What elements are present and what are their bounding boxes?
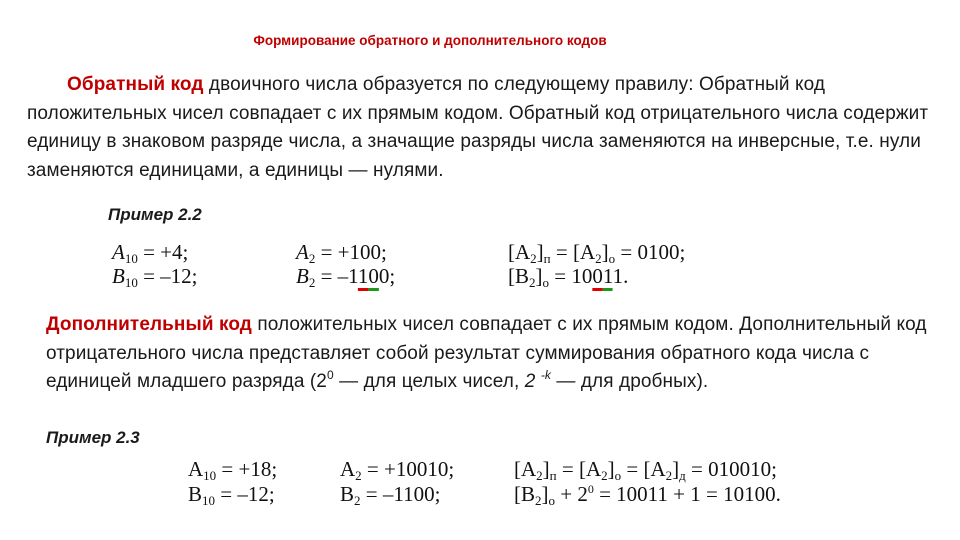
digit-green-underline: 0	[368, 264, 379, 288]
formula-a10-ex2: $A_{10} = +18$;	[188, 457, 278, 483]
digit-red-underline: 1	[357, 264, 369, 288]
complement-code-paragraph: Дополнительный код положительных чисел совпадает с их прямым кодом. Дополнительный код отрицательного числа представляет собой результат суммирования обратного кода числа с единицей младшего разряда ($2^0$ — для целых чисел, 2 $^{-k}$ — для дробных).	[46, 314, 927, 392]
reverse-code-text: двоичного числа образуется по следующему правилу: Обратный код положительных чисел совпадает с их прямым кодом. Обратный код отрицательного числа содержит единицу в знаковом разряде числа, а значащие разряды числа заменяются на инверсные, т.е. нули заменяются единицами, а единицы — нулями.	[27, 74, 929, 181]
formula-b10: $B_{10} = -12$;	[112, 264, 198, 290]
term-reverse-code: Обратный код	[67, 74, 204, 95]
formula-a2-ex2: $A_2 = +10010$;	[340, 457, 455, 483]
formula-a10: $A_{10} = +4$;	[112, 240, 189, 266]
formula-b2: $B_2 = -1100$;	[296, 264, 396, 290]
formula-a2-codes: $[A_2]_п = [A_2]_о = 0100$;	[508, 240, 686, 266]
formula-a2: $A_2 = +100$;	[296, 240, 387, 266]
term-complement-code: Дополнительный код	[46, 314, 252, 335]
example-2-2-label: Пример 2.2	[108, 205, 202, 224]
example-2-3-label: Пример 2.3	[46, 428, 140, 447]
digit-red-underline: 0	[592, 264, 603, 288]
formula-b2-reverse: $[B_2]_о = 10011$.	[508, 264, 629, 290]
formula-b10-ex2: $B_{10} = -12$;	[188, 482, 275, 508]
formula-b2-ex2: $B_2 = -1100$;	[340, 482, 441, 508]
reverse-code-paragraph	[27, 71, 947, 185]
slide-title: Формирование обратного и дополнительного кодов	[253, 33, 607, 48]
digit-green-underline: 1	[602, 264, 613, 288]
formula-a2-codes-ex2: $[A_2]_п = [A_2]_о = [A_2]_д = 010010$;	[514, 457, 777, 483]
formula-b2-complement-ex2: $[B_2]_о + 2^0 = 10011 + 1 = 10100$.	[514, 482, 781, 508]
